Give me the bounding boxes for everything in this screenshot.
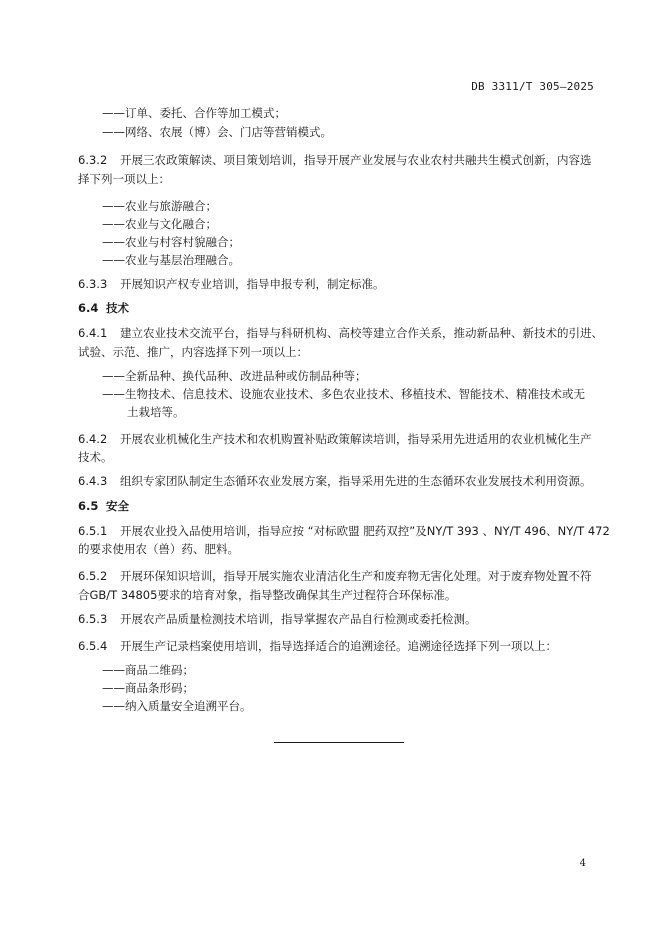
clause-6-3-3	[78, 276, 385, 292]
clause-number: 6.4.2	[78, 432, 108, 446]
clause-6-4-3	[78, 473, 592, 489]
clause-text-cont: 择下列一项以上：	[78, 172, 170, 186]
clause-text: 开展知识产权专业培训，指导申报专利，制定标准。	[120, 277, 385, 291]
clause-text: 开展生产记录档案使用培训，指导选择适合的追溯途径。追溯途径选择下列一项以上：	[120, 639, 557, 653]
section-title: 技术	[106, 301, 129, 315]
clause-6-5-3	[78, 611, 477, 627]
list-item: ——农业与旅游融合；	[102, 199, 217, 213]
section-title: 安全	[106, 499, 129, 513]
clause-number: 6.5.2	[78, 569, 108, 583]
clause-number: 6.3.2	[78, 153, 108, 167]
list-item-cont: 土栽培等。	[127, 405, 185, 419]
clause-6-5-2	[78, 568, 592, 584]
clause-number: 6.4.1	[78, 326, 108, 340]
list-item: ——商品二维码；	[102, 663, 194, 677]
section-number: 6.5	[78, 499, 99, 513]
clause-number: 6.4.3	[78, 474, 108, 488]
clause-text-cont: 合GB/T 34805要求的培育对象，指导整改确保其生产过程符合环保标准。	[78, 588, 457, 602]
clause-number: 6.5.3	[78, 612, 108, 626]
clause-text-cont: 技术。	[78, 450, 113, 464]
list-item: ——全新品种、换代品种、改进品种或仿制品种等；	[102, 369, 367, 383]
clause-6-5-1	[78, 523, 610, 539]
list-item: ——生物技术、信息技术、设施农业技术、多色农业技术、移植技术、智能技术、精准技术或无	[102, 387, 585, 401]
clause-number: 6.3.3	[78, 277, 108, 291]
page-number: 4	[579, 858, 586, 869]
clause-6-4-2	[78, 431, 592, 447]
end-of-document-rule	[274, 742, 404, 743]
clause-text: 开展农业机械化生产技术和农机购置补贴政策解读培训，指导采用先进适用的农业机械化生产	[120, 432, 592, 446]
clause-text: 开展农业投入品使用培训，指导应按 “对标欧盟 肥药双控”及NY/T 393 、NY/T 496、NY/T 472	[120, 524, 610, 538]
list-item: ——订单、委托、合作等加工模式；	[102, 106, 286, 120]
page-header-code: DB 3311/T 305—2025	[471, 80, 594, 93]
clause-text: 建立农业技术交流平台，指导与科研机构、高校等建立合作关系，推动新品种、新技术的引进、	[120, 326, 603, 340]
clause-6-3-2	[78, 152, 592, 168]
clause-6-5-4	[78, 638, 557, 654]
section-number: 6.4	[78, 301, 99, 315]
clause-text: 组织专家团队制定生态循环农业发展方案，指导采用先进的生态循环农业发展技术利用资源。	[120, 474, 592, 488]
section-heading-6-5	[78, 498, 129, 514]
list-item: ——纳入质量安全追溯平台。	[102, 699, 252, 713]
clause-text: 开展三农政策解读、项目策划培训，指导开展产业发展与农业农村共融共生模式创新，内容选	[120, 153, 592, 167]
clause-number: 6.5.1	[78, 524, 108, 538]
list-item: ——网络、农展（博）会、门店等营销模式。	[102, 125, 332, 139]
list-item: ——商品条形码；	[102, 681, 194, 695]
list-item: ——农业与基层治理融合。	[102, 253, 240, 267]
clause-number: 6.5.4	[78, 639, 108, 653]
clause-text-cont: 试验、示范、推广，内容选择下列一项以上：	[78, 345, 308, 359]
clause-text: 开展农产品质量检测技术培训，指导掌握农产品自行检测或委托检测。	[120, 612, 477, 626]
list-item: ——农业与村容村貌融合；	[102, 235, 240, 249]
list-item: ——农业与文化融合；	[102, 217, 217, 231]
clause-text: 开展环保知识培训，指导开展实施农业清洁化生产和废弃物无害化处理。对于废弃物处置不符	[120, 569, 592, 583]
clause-6-4-1	[78, 325, 603, 341]
section-heading-6-4	[78, 300, 129, 316]
clause-text-cont: 的要求使用农（兽）药、肥料。	[78, 542, 239, 556]
